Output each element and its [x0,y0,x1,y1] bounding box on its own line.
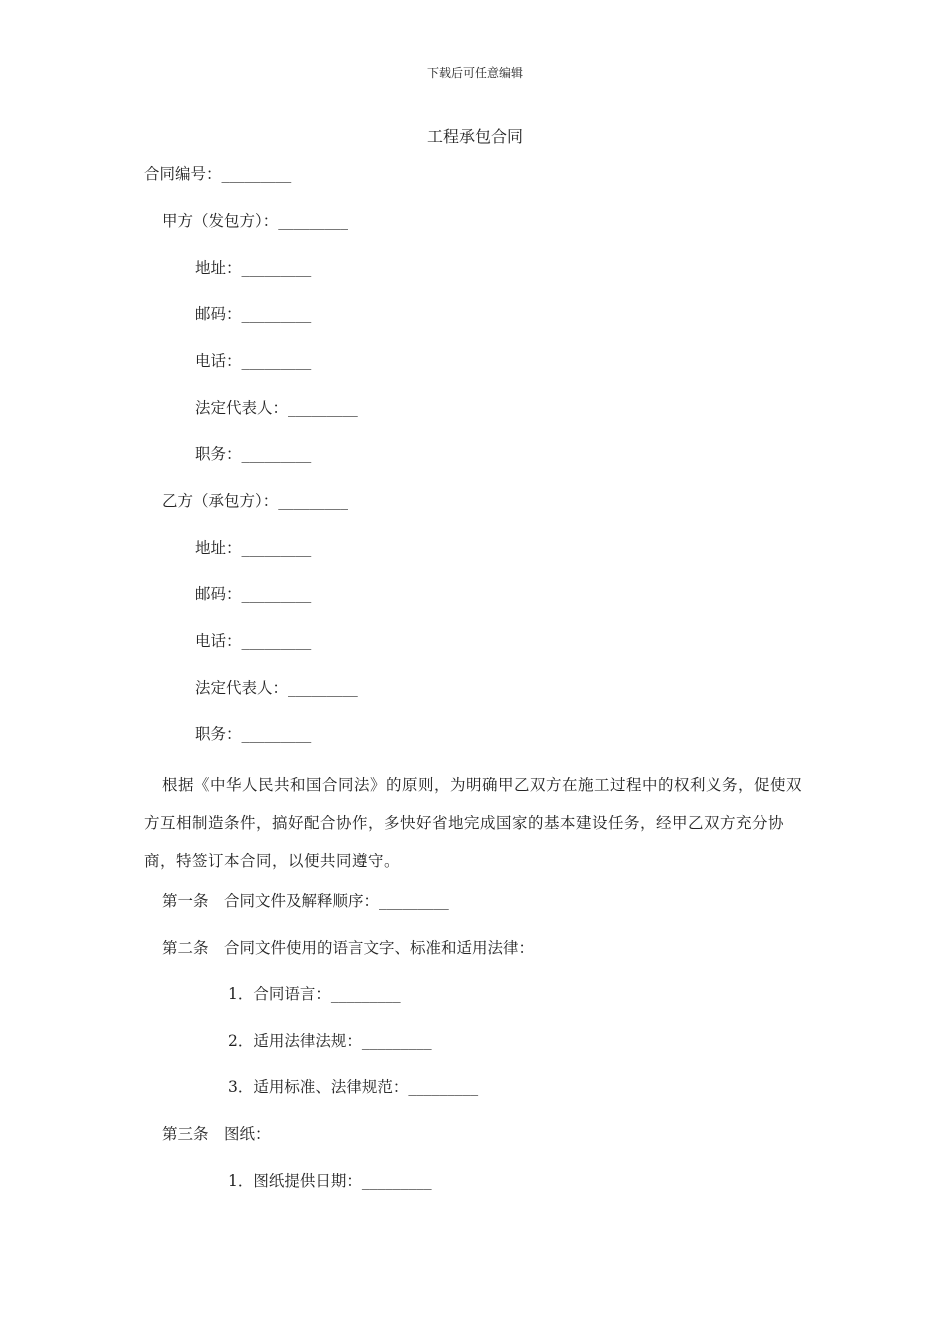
party-b-address: 地址：_________ [195,539,312,557]
intro-paragraph: 根据《中华人民共和国合同法》的原则，为明确甲乙双方在施工过程中的权利义务，促使双方互相制造条件，搞好配合协作，多快好省地完成国家的基本建设任务，经甲乙双方充分协商，特签订本合同，以便共同遵守。 [144,776,803,870]
party-b-label: 乙方（承包方）：_________ [162,492,349,510]
article-2-item-1: 1．合同语言：_________ [228,985,401,1003]
article-2: 第二条 合同文件使用的语言文字、标准和适用法律： [162,939,535,957]
contract-number-field: 合同编号：_________ [144,165,292,183]
party-a-legal-rep: 法定代表人：_________ [195,399,358,417]
document-title: 工程承包合同 [426,127,523,146]
article-3: 第三条 图纸： [162,1125,271,1143]
party-b-legal-rep: 法定代表人：_________ [195,679,358,697]
party-b-position: 职务：_________ [195,725,312,743]
party-a-label: 甲方（发包方）：_________ [162,212,349,230]
party-a-phone: 电话：_________ [195,352,312,370]
page-header: 下载后可任意编辑 [426,66,523,80]
party-a-position: 职务：_________ [195,445,312,463]
article-3-item-1: 1．图纸提供日期：_________ [228,1172,432,1190]
party-a-address: 地址：_________ [195,259,312,277]
article-1: 第一条 合同文件及解释顺序：_________ [162,892,449,910]
article-2-item-3: 3．适用标准、法律规范：_________ [228,1078,479,1096]
party-b-phone: 电话：_________ [195,632,312,650]
party-b-postcode: 邮码：_________ [195,585,312,603]
article-2-item-2: 2．适用法律法规：_________ [228,1032,432,1050]
party-a-postcode: 邮码：_________ [195,305,312,323]
